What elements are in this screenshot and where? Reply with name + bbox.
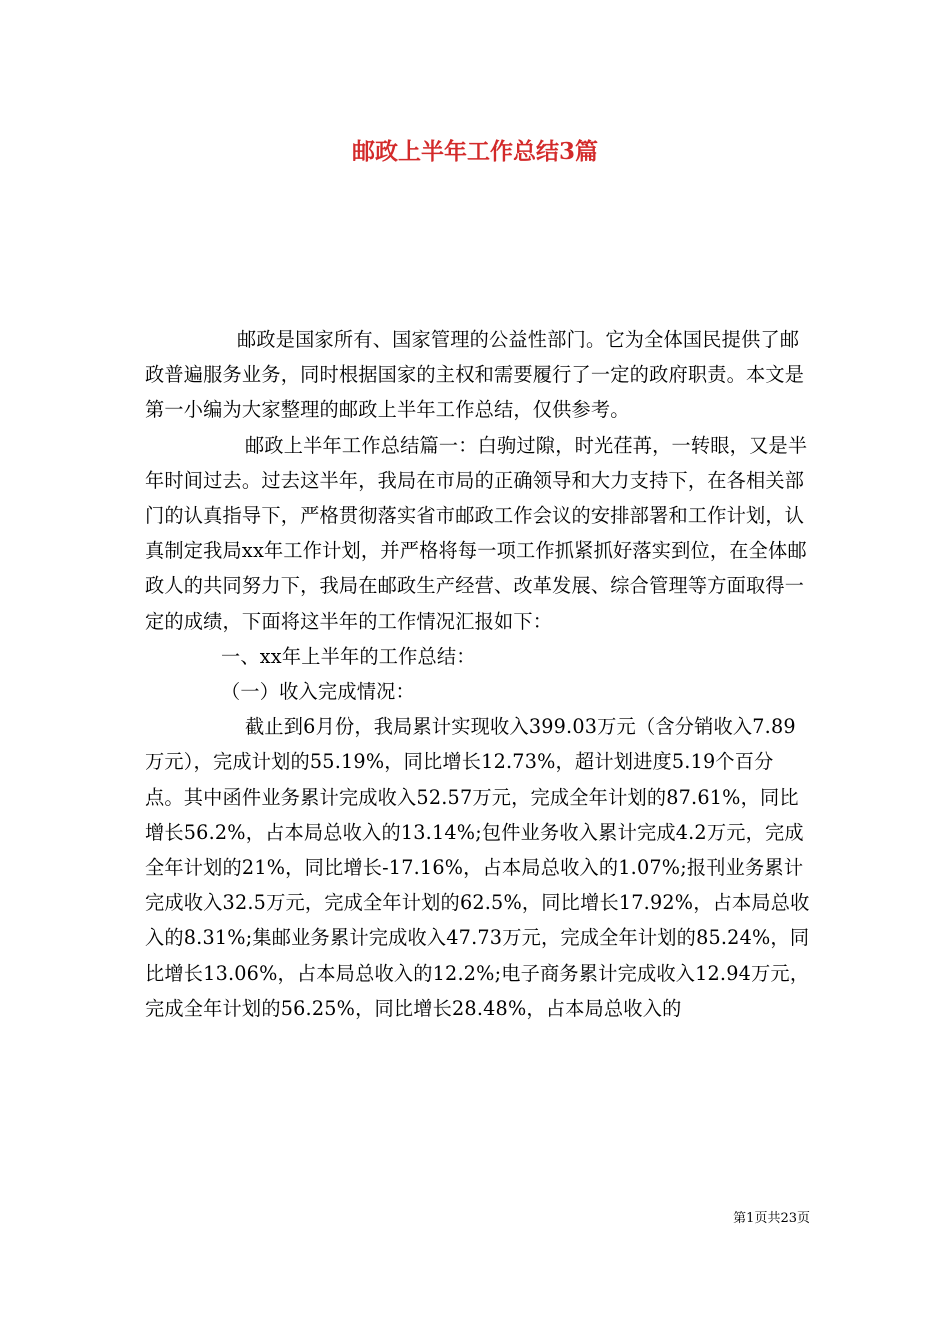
page-number: 第1页共23页 xyxy=(733,1211,810,1226)
document-body xyxy=(145,322,810,1026)
document-title: 邮政上半年工作总结3篇 xyxy=(351,138,598,165)
intro-paragraph: 邮政是国家所有、国家管理的公益性部门。它为全体国民提供了邮政普遍服务业务，同时根据国家的主权和需要履行了一定的政府职责。本文是第一小编为大家整理的邮政上半年工作总结，仅供参考。 xyxy=(145,328,805,422)
heading-summary: 一、xx年上半年的工作总结： xyxy=(221,644,476,668)
heading-income: （一）收入完成情况： xyxy=(221,680,415,704)
section-one-paragraph: 邮政上半年工作总结篇一：白驹过隙，时光荏苒，一转眼，又是半年时间过去。过去这半年，我局在市局的正确领导和大力支持下，在各相关部门的认真指导下，严格贯彻落实省市邮政工作会议的安排部署和工作计划，认真制定我局xx年工作计划，并严格将每一项工作抓紧抓好落实到位，在全体邮政人的共同努力下，我局在邮政生产经营、改革发展、综合管理等方面取得一定的成绩，下面将这半年的工作情况汇报如下： xyxy=(145,433,808,633)
income-paragraph: 截止到6月份，我局累计实现收入399.03万元（含分销收入7.89万元），完成计划的55.19%，同比增长12.73%，超计划进度5.19个百分点。其中函件业务累计完成收入52.57万元，完成全年计划的87.61%，同比增长56.2%，占本局总收入的13.14%;包件业务收入累计完成4.2万元，完成全年计划的21%，同比增长-17.16%，占本局总收入的1.07%;报刊业务累计完成收入32.5万元，完成全年计划的62.5%，同比增长17.92%，占本局总收入的8.31%;集邮业务累计完成收入47.73万元，完成全年计划的85.24%，同比增长13.06%，占本局总收入的12.2%;电子商务累计完成收入12.94万元，完成全年计划的56.25%，同比增长28.48%，占本局总收入的 xyxy=(145,715,810,1020)
